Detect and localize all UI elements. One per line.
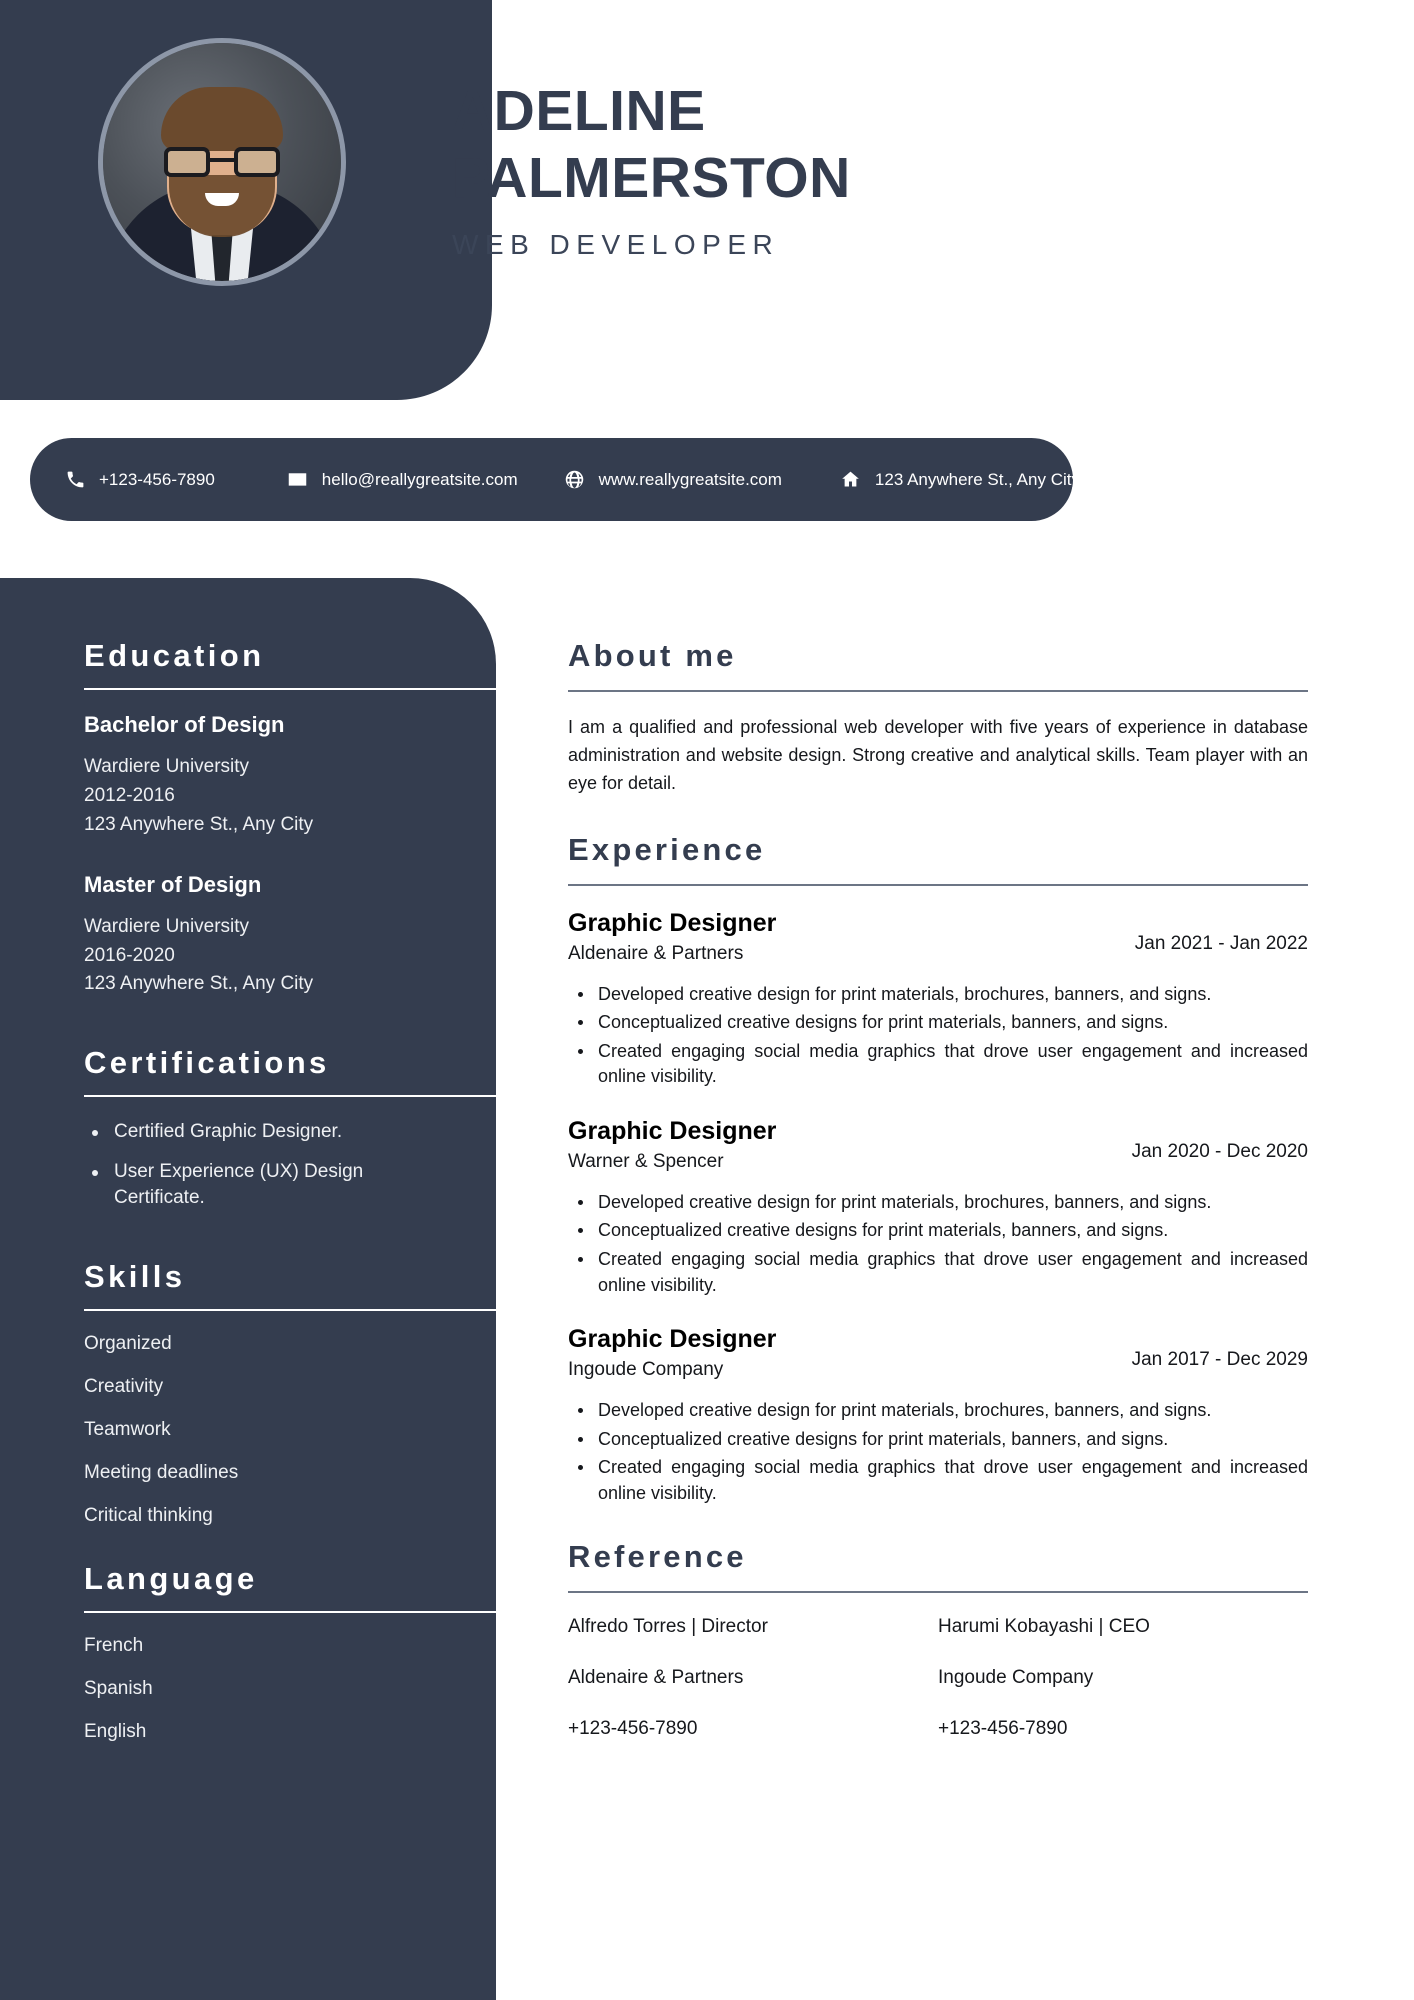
experience-bullets <box>568 982 1308 1090</box>
experience-company: Warner & Spencer <box>568 1151 724 1173</box>
list-item: Developed creative design for print materials, brochures, banners, and signs. <box>568 1190 1308 1216</box>
reference-heading: Reference <box>568 1539 747 1575</box>
first-name: ADELINE <box>452 79 706 143</box>
reference-company: Aldenaire & Partners <box>568 1666 744 1688</box>
list-item: Critical thinking <box>84 1504 213 1526</box>
experience-item <box>568 1324 1308 1506</box>
list-item: Created engaging social media graphics that drove user engagement and increased online visibility. <box>568 1455 1308 1506</box>
certifications-heading: Certifications <box>84 1045 330 1081</box>
contact-address-text: 123 Anywhere St., Any City <box>874 469 1080 489</box>
education-address: 123 Anywhere St., Any City <box>84 973 314 995</box>
experience-title: Graphic Designer <box>568 1116 777 1145</box>
photo-hair <box>161 87 283 151</box>
reference-divider <box>568 1591 1308 1593</box>
contact-website[interactable] <box>562 467 782 493</box>
job-role: WEB DEVELOPER <box>452 229 780 261</box>
list-item: Organized <box>84 1332 172 1354</box>
education-years: 2012-2016 <box>84 784 175 806</box>
list-item: French <box>84 1634 144 1656</box>
about-text: I am a qualified and professional web developer with five years of experience in database administration and website design. Strong creative and analytical skills. Team player with an eye for detail. <box>568 717 1308 793</box>
name-block <box>452 78 1332 261</box>
language-divider <box>84 1611 499 1613</box>
spacer <box>568 1509 1308 1539</box>
list-item: Spanish <box>84 1677 153 1699</box>
skills-heading: Skills <box>84 1258 186 1294</box>
about-divider <box>568 690 1308 692</box>
language-heading: Language <box>84 1560 258 1596</box>
experience-dates: Jan 2021 - Jan 2022 <box>1134 932 1308 954</box>
certifications-divider <box>84 1095 499 1097</box>
experience-bullets <box>568 1190 1308 1298</box>
reference-phone: +123-456-7890 <box>568 1717 698 1739</box>
reference-item <box>938 1615 1308 1741</box>
experience-dates: Jan 2020 - Dec 2020 <box>1131 1140 1308 1162</box>
sidebar-content <box>84 638 414 1743</box>
list-item: Conceptualized creative designs for print materials, banners, and signs. <box>568 1010 1308 1036</box>
list-item: Conceptualized creative designs for print materials, banners, and signs. <box>568 1427 1308 1453</box>
experience-company: Aldenaire & Partners <box>568 942 744 964</box>
reference-name: Alfredo Torres | Director <box>568 1616 768 1638</box>
about-heading: About me <box>568 638 737 673</box>
list-item: User Experience (UX) Design Certificate. <box>84 1159 414 1211</box>
reference-phone: +123-456-7890 <box>938 1717 1068 1739</box>
avatar-photo <box>103 43 341 281</box>
experience-bullets <box>568 1398 1308 1506</box>
sidebar-section-certifications <box>84 1045 414 1210</box>
photo-lens-left <box>164 147 210 177</box>
photo-glasses <box>164 147 280 177</box>
reference-name: Harumi Kobayashi | CEO <box>938 1616 1150 1638</box>
section-experience <box>568 832 1308 1507</box>
sidebar <box>0 578 496 2000</box>
list-item: English <box>84 1720 147 1742</box>
contact-website-text: www.reallygreatsite.com <box>598 469 782 489</box>
spacer <box>568 798 1308 832</box>
sidebar-section-education <box>84 638 414 999</box>
education-entry <box>84 712 414 840</box>
experience-item <box>568 1116 1308 1298</box>
spacer <box>84 999 414 1045</box>
education-divider <box>84 688 499 690</box>
skills-divider <box>84 1309 499 1311</box>
email-icon <box>285 467 311 493</box>
home-icon <box>838 467 864 493</box>
contact-phone[interactable] <box>62 467 215 493</box>
last-name: PALMERSTON <box>452 145 851 210</box>
contact-address[interactable] <box>838 467 1080 493</box>
education-entry <box>84 872 414 1000</box>
experience-company: Ingoude Company <box>568 1359 724 1381</box>
reference-grid <box>568 1615 1308 1741</box>
education-address: 123 Anywhere St., Any City <box>84 813 314 835</box>
experience-item <box>568 908 1308 1090</box>
education-school: Wardiere University <box>84 756 250 777</box>
experience-header <box>568 1324 1308 1386</box>
list-item: Created engaging social media graphics that drove user engagement and increased online visibility. <box>568 1039 1308 1090</box>
photo-lens-right <box>234 147 280 177</box>
language-list <box>84 1635 414 1743</box>
list-item: Teamwork <box>84 1418 171 1440</box>
globe-icon <box>562 467 588 493</box>
list-item: Meeting deadlines <box>84 1461 239 1483</box>
education-school: Wardiere University <box>84 915 250 937</box>
list-item: Conceptualized creative designs for print materials, banners, and signs. <box>568 1218 1308 1244</box>
list-item: Certified Graphic Designer. <box>84 1119 414 1145</box>
photo-glasses-bridge <box>210 158 234 162</box>
list-item: Created engaging social media graphics that drove user engagement and increased online visibility. <box>568 1247 1308 1298</box>
reference-item <box>568 1615 938 1741</box>
spacer <box>84 1225 414 1259</box>
avatar <box>98 38 346 286</box>
spacer <box>84 1527 414 1561</box>
education-years: 2016-2020 <box>84 944 175 966</box>
contact-bar <box>30 438 1080 521</box>
education-degree: Master of Design <box>84 871 262 897</box>
sidebar-section-skills <box>84 1259 414 1527</box>
contact-email[interactable] <box>285 467 518 493</box>
skills-list <box>84 1333 414 1527</box>
list-item: Developed creative design for print materials, brochures, banners, and signs. <box>568 1398 1308 1424</box>
header-panel <box>0 0 492 400</box>
certifications-list <box>84 1119 414 1210</box>
education-degree: Bachelor of Design <box>84 712 285 737</box>
education-heading: Education <box>84 638 265 673</box>
section-about <box>568 638 1308 798</box>
experience-title: Graphic Designer <box>568 1325 777 1354</box>
section-reference <box>568 1539 1308 1741</box>
main-column <box>568 638 1308 1741</box>
list-item: Developed creative design for print materials, brochures, banners, and signs. <box>568 982 1308 1008</box>
experience-title: Graphic Designer <box>568 908 777 937</box>
contact-phone-text: +123-456-7890 <box>99 469 215 489</box>
experience-divider <box>568 884 1308 886</box>
experience-header <box>568 908 1308 970</box>
contact-email-text: hello@reallygreatsite.com <box>321 469 518 489</box>
list-item: Creativity <box>84 1375 164 1397</box>
experience-heading: Experience <box>568 831 766 867</box>
reference-company: Ingoude Company <box>938 1666 1094 1688</box>
experience-dates: Jan 2017 - Dec 2029 <box>1131 1349 1308 1371</box>
sidebar-section-language <box>84 1561 414 1743</box>
phone-icon <box>62 467 88 493</box>
experience-header <box>568 1116 1308 1178</box>
